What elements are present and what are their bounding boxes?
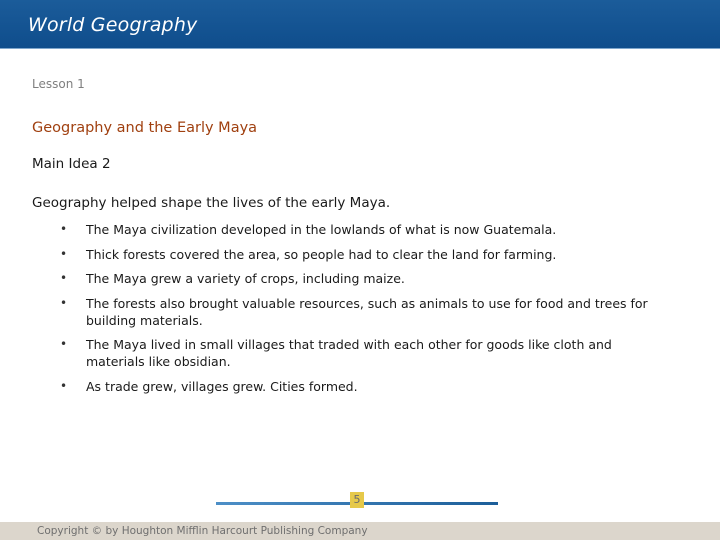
bullet-marker: • bbox=[60, 295, 68, 310]
course-title: World Geography bbox=[28, 14, 198, 36]
bullet-text: Thick forests covered the area, so people had to clear the land for farming. bbox=[86, 246, 557, 262]
bullet-item bbox=[60, 246, 660, 263]
bullet-marker: • bbox=[60, 246, 68, 261]
bullet-item bbox=[60, 270, 660, 287]
main-idea-intro: Geography helped shape the lives of the early Maya. bbox=[32, 195, 391, 211]
bullet-marker: • bbox=[60, 337, 68, 351]
bullet-item bbox=[60, 336, 660, 370]
bullet-text: The forests also brought valuable resources, such as animals to use for food and trees for building materials. bbox=[86, 295, 648, 328]
footer-bar bbox=[0, 522, 720, 540]
page-number: 5 bbox=[350, 492, 364, 508]
bullet-text: The Maya lived in small villages that traded with each other for goods like cloth and materials like obsidian. bbox=[86, 337, 612, 369]
header-bar bbox=[0, 0, 720, 49]
lesson-label: Lesson 1 bbox=[32, 77, 85, 91]
copyright-text: Copyright © by Houghton Mifflin Harcourt Publishing Company bbox=[37, 525, 368, 537]
lesson-title: Geography and the Early Maya bbox=[32, 120, 258, 136]
bullet-item bbox=[60, 295, 660, 329]
bullet-marker: • bbox=[60, 378, 68, 393]
bullet-list bbox=[60, 221, 660, 402]
bullet-marker: • bbox=[60, 222, 68, 236]
bullet-item bbox=[60, 378, 660, 395]
bullet-text: The Maya civilization developed in the lowlands of what is now Guatemala. bbox=[86, 222, 557, 237]
main-idea-heading: Main Idea 2 bbox=[32, 156, 111, 172]
bullet-text: The Maya grew a variety of crops, including maize. bbox=[86, 271, 405, 286]
bullet-item bbox=[60, 221, 660, 238]
bullet-text: As trade grew, villages grew. Cities formed. bbox=[86, 378, 358, 394]
bullet-marker: • bbox=[60, 271, 68, 285]
